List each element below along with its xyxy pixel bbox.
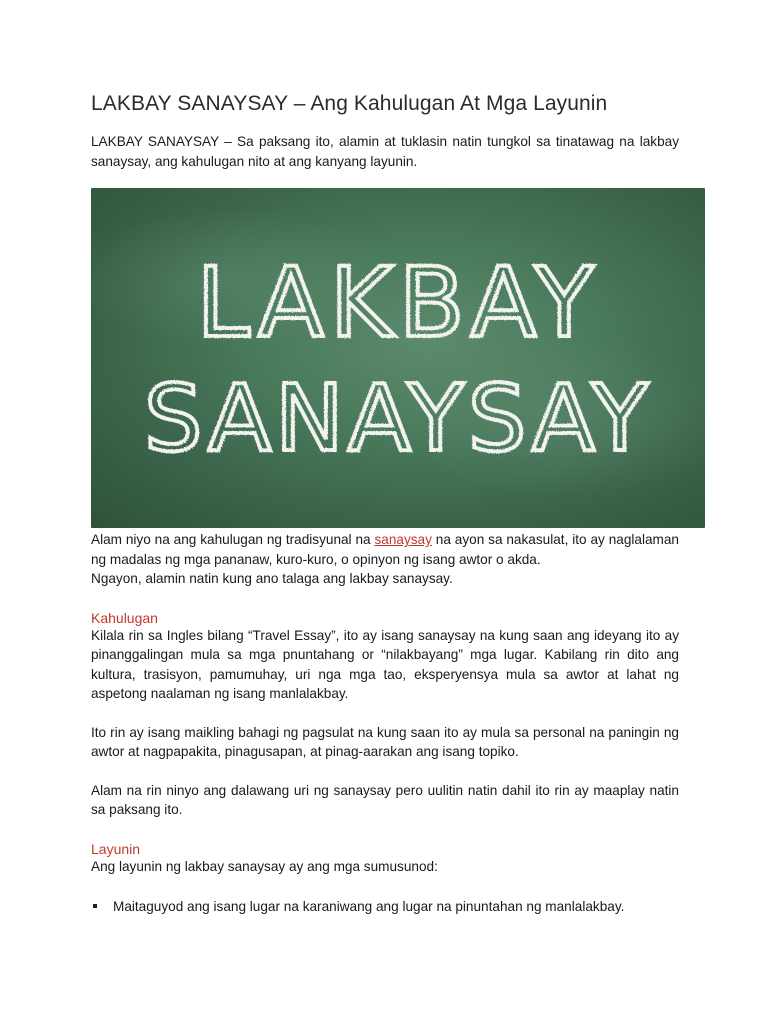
paragraph-layunin-intro: Ang layunin ng lakbay sanaysay ay ang mga sumusunod: bbox=[91, 858, 438, 874]
document-page bbox=[91, 92, 679, 917]
paragraph-text: na ayon sa nakasulat, ito ay naglalaman ng madalas ng mga pananaw, kuro-kuro, o opinyon ng isang awtor o akda. bbox=[91, 532, 679, 567]
paragraph-short-writing: Ito rin ay isang maikling bahagi ng pagsulat na kung saan ito ay mula sa personal na paningin ng awtor at nagpapakita, pinagusapan, at pinag-aarakan ang isang topiko. bbox=[91, 724, 679, 759]
page-title: LAKBAY SANAYSAY – Ang Kahulugan At Mga Layunin bbox=[91, 92, 608, 115]
paragraph-traditional-essay bbox=[91, 530, 679, 569]
paragraph-ngayon: Ngayon, alamin natin kung ano talaga ang lakbay sanaysay. bbox=[91, 571, 453, 586]
layunin-list bbox=[91, 897, 679, 917]
bullet-icon bbox=[93, 904, 97, 908]
section-heading-layunin: Layunin bbox=[91, 840, 141, 857]
list-item bbox=[91, 897, 679, 917]
sanaysay-link[interactable]: sanaysay bbox=[374, 532, 432, 547]
paragraph-definition: Kilala rin sa Ingles bilang “Travel Essay”, ito ay isang sanaysay na kung saan ang ideyang ito ay pinanggalingan mula sa mga pnuntahang or “nilakbayang” mga lugar. Kabilang rin dito ang kultura, trasisyon, pamumuhay, uri nga mga tao, eksperyensya mula sa awtor at lahat ng aspetong naalaman ng isang manlalakbay. bbox=[91, 627, 679, 701]
chalk-text-line2: SANAYSAY bbox=[144, 365, 652, 472]
chalk-text-line1: LAKBAY bbox=[196, 247, 600, 359]
chalkboard-art bbox=[91, 188, 705, 528]
section-heading-kahulugan: Kahulugan bbox=[91, 609, 158, 626]
list-item-text: Maitaguyod ang isang lugar na karaniwang ang lugar na pinuntahan ng manlalakbay. bbox=[113, 899, 625, 914]
paragraph-two-types: Alam na rin ninyo ang dalawang uri ng sanaysay pero uulitin natin dahil ito rin ay maaplay natin sa paksang ito. bbox=[91, 782, 679, 817]
paragraph-text: Alam niyo na ang kahulugan ng tradisyunal na bbox=[91, 532, 375, 547]
chalkboard-image bbox=[91, 188, 705, 528]
intro-paragraph: LAKBAY SANAYSAY – Sa paksang ito, alamin at tuklasin natin tungkol sa tinatawag na lakbay sanaysay, ang kahulugan nito at ang kanyang layunin. bbox=[91, 134, 679, 169]
